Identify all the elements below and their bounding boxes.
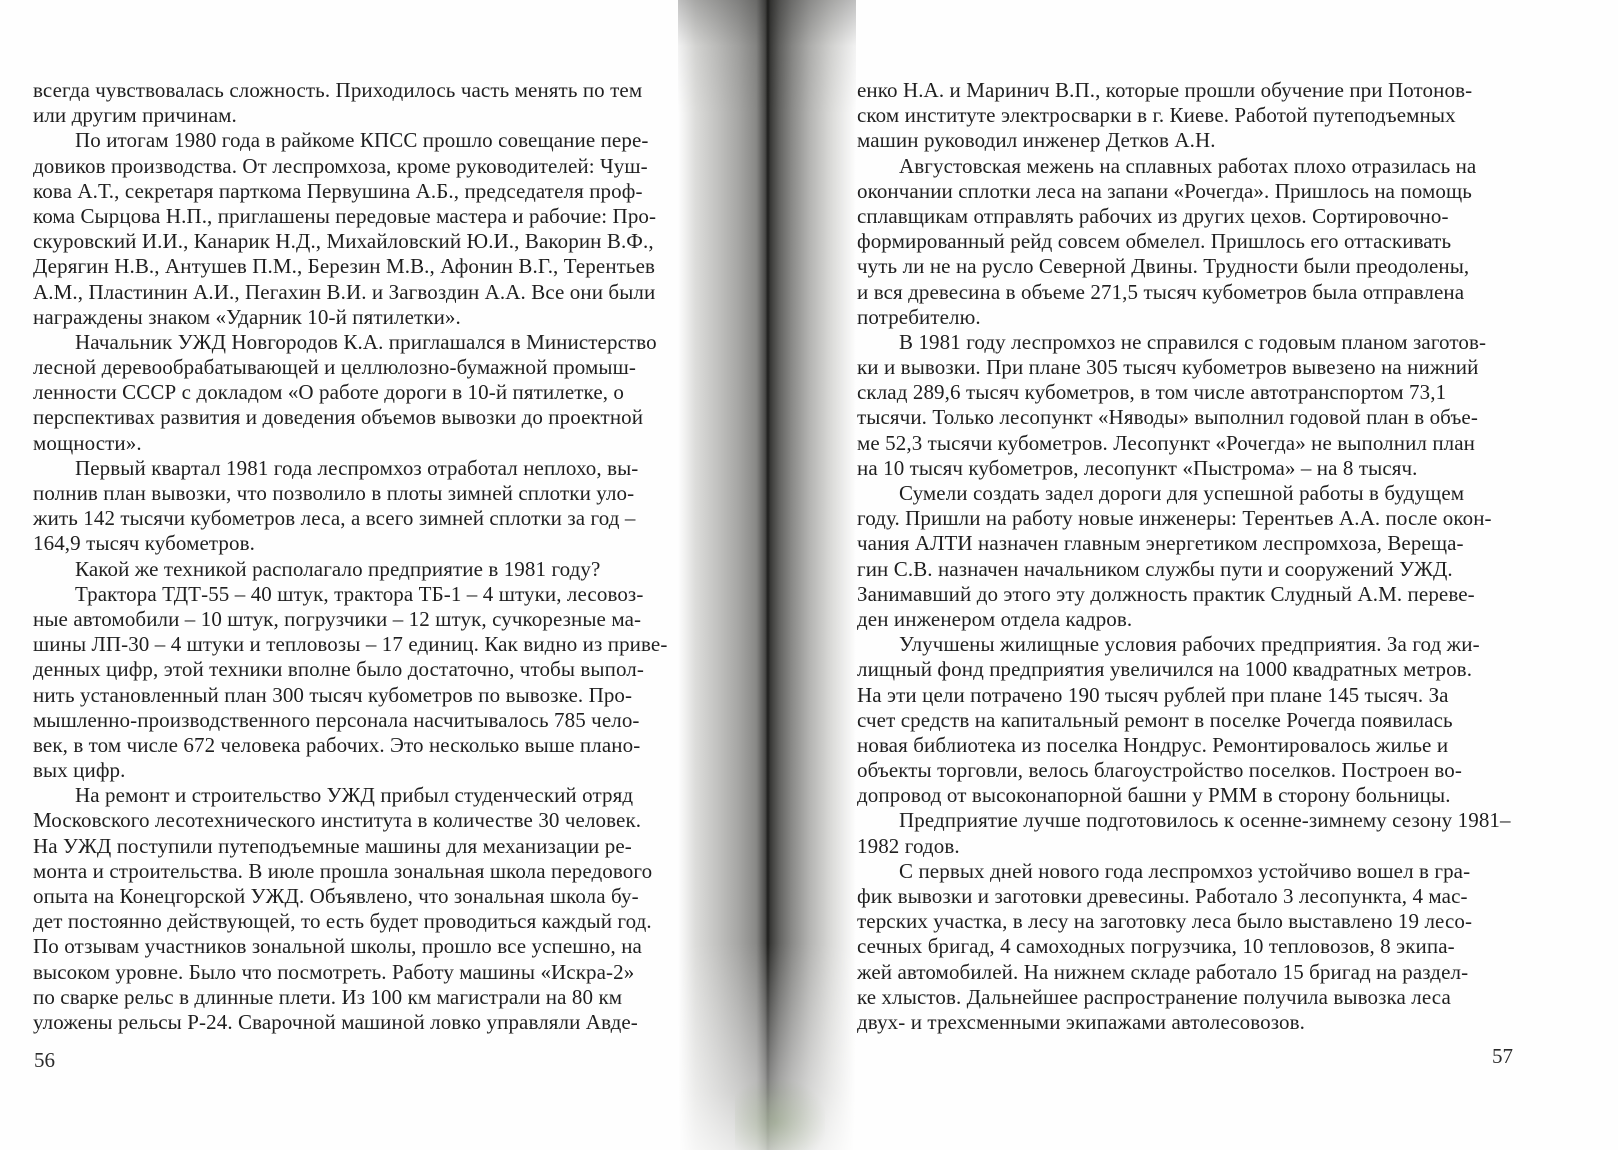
text-line: век, в том числе 672 человека рабочих. Это несколько выше плано- (33, 732, 641, 757)
text-line: Какой же техникой располагало предприятие в 1981 году? (75, 556, 601, 581)
text-line: тысячи. Только лесопункт «Няводы» выполнил годовой план в объе- (857, 405, 1478, 430)
text-line: объекты торговли, велось благоустройство поселков. Построен во- (857, 758, 1462, 783)
paragraph (33, 557, 680, 582)
text-line: вых цифр. (33, 758, 126, 783)
text-line: скуровский И.И., Канарик Н.Д., Михайловский Ю.И., Вакорин В.Ф., (33, 229, 654, 254)
text-line: потребителю. (857, 304, 981, 329)
text-line: Трактора ТДТ-55 – 40 штук, трактора ТБ-1 – 4 штуки, лесовоз- (75, 581, 644, 606)
text-line: 1982 годов. (857, 833, 960, 858)
text-line: По итогам 1980 года в райкоме КПСС прошло совещание пере- (75, 128, 649, 153)
text-line: фик вывозки и заготовки древесины. Работало 3 лесопункта, 4 мас- (857, 884, 1468, 908)
text-line: шины ЛП-30 – 4 штуки и тепловозы – 17 единиц. Как видно из приве- (33, 632, 668, 657)
paragraph (857, 154, 1512, 330)
text-line: полнив план вывозки, что позволило в плоты зимней сплотки уло- (33, 481, 635, 505)
text-line: Улучшены жилищные условия рабочих предприятия. За год жи- (899, 632, 1480, 657)
page-number-right: 57 (1492, 1044, 1513, 1068)
text-line: уложены рельсы Р-24. Сварочной машиной ловко управляли Авде- (33, 1009, 638, 1034)
text-line: кова А.Т., секретаря парткома Первушина А.Б., председателя проф- (33, 178, 643, 203)
text-line: чания АЛТИ назначен главным энергетиком леспромхоза, Вереща- (857, 531, 1464, 556)
text-line: лесной деревообрабатывающей и целлюлозно-бумажной промыш- (33, 355, 636, 380)
text-line: енко Н.А. и Маринич В.П., которые прошли обучение при Потонов- (857, 78, 1473, 102)
text-line: формированный рейд совсем обмелел. Пришлось его оттаскивать (857, 229, 1452, 254)
text-line: году. Пришли на работу новые инженеры: Терентьев А.А. после окон- (857, 506, 1492, 531)
text-line: сплавщикам отправлять рабочих из других цехов. Сортировочно- (857, 203, 1449, 228)
text-line: На эти цели потрачено 190 тысяч рублей при плане 145 тысяч. За (857, 682, 1449, 707)
page-right-text-block (857, 78, 1512, 1035)
text-line: На УЖД поступили путеподъемные машины для механизации ре- (33, 833, 632, 858)
paragraph (33, 128, 680, 330)
text-line: Сумели создать задел дороги для успешной работы в будущем (899, 481, 1465, 505)
text-line: 164,9 тысяч кубометров. (33, 531, 255, 556)
text-line: С первых дней нового года леспромхоз устойчиво вошел в гра- (899, 858, 1471, 883)
text-line: мощности». (33, 430, 142, 455)
paragraph (857, 330, 1512, 481)
page-left-text-block (33, 78, 680, 1035)
text-line: В 1981 году леспромхоз не справился с годовым планом заготов- (899, 329, 1487, 354)
text-line: монта и строительства. В июле прошла зональная школа передового (33, 858, 653, 883)
text-line: Августовская межень на сплавных работах плохо отразилась на (899, 153, 1477, 178)
paragraph (33, 456, 680, 557)
text-line: новая библиотека из поселка Нондрус. Ремонтировалось жилье и (857, 732, 1449, 757)
text-line: допровод от высоконапорной башни у РММ в сторону больницы. (857, 783, 1451, 808)
text-line: ные автомобили – 10 штук, погрузчики – 12 штук, сучкорезные ма- (33, 606, 642, 631)
text-line: гин С.В. назначен начальником службы пути и сооружений УЖД. (857, 556, 1453, 581)
paragraph (33, 783, 680, 1035)
page-number-left: 56 (34, 1048, 55, 1072)
text-line: Дерягин Н.В., Антушев П.М., Березин М.В., Афонин В.Г., Терентьев (33, 254, 656, 279)
text-line: по сварке рельс в длинные плети. Из 100 км магистрали на 80 км (33, 984, 623, 1009)
text-line: лищный фонд предприятия увеличился на 1000 квадратных метров. (857, 657, 1473, 682)
text-line: машин руководил инженер Детков А.Н. (857, 128, 1216, 153)
text-line: всегда чувствовалась сложность. Приходилось часть менять по тем (33, 78, 643, 102)
text-line: Московского лесотехнического института в количестве 30 человек. (33, 808, 642, 833)
text-line: довиков производства. От леспромхоза, кроме руководителей: Чуш- (33, 153, 648, 178)
text-line: высоком уровне. Было что посмотреть. Работу машины «Искра-2» (33, 959, 635, 984)
paragraph (857, 808, 1512, 858)
paragraph (33, 330, 680, 456)
text-line: нить установленный план 300 тысяч кубометров по вывозке. Про- (33, 682, 633, 707)
paragraph (857, 859, 1512, 1035)
paragraph (33, 582, 680, 784)
text-line: ме 52,3 тысячи кубометров. Лесопункт «Рочегда» не выполнил план (857, 430, 1476, 455)
paragraph (857, 78, 1512, 154)
text-line: ки и вывозки. При плане 305 тысяч кубометров вывезено на нижний (857, 355, 1479, 380)
text-line: счет средств на капитальный ремонт в поселке Рочегда появилась (857, 707, 1453, 732)
text-line: жей автомобилей. На нижнем складе работало 15 бригад на раздел- (857, 959, 1469, 984)
text-line: Предприятие лучше подготовилось к осенне-зимнему сезону 1981– (899, 808, 1511, 833)
text-line: терских участка, в лесу на заготовку леса было выставлено 19 лесо- (857, 909, 1473, 934)
text-line: ден инженером отдела кадров. (857, 606, 1133, 631)
text-line: или другим причинам. (33, 103, 237, 128)
text-line: ском институте электросварки в г. Киеве. Работой путеподъемных (857, 103, 1456, 128)
text-line: на 10 тысяч кубометров, лесопункт «Пыстрома» – на 8 тысяч. (857, 455, 1418, 480)
text-line: чуть ли не на русло Северной Двины. Трудности были преодолены, (857, 254, 1470, 279)
text-line: ленности СССР с докладом «О работе дороги в 10-й пятилетке, о (33, 380, 625, 405)
gutter-bottom-tint (735, 1080, 825, 1150)
text-line: Занимавший до этого эту должность практик Слудный А.М. переве- (857, 581, 1475, 606)
text-line: На ремонт и строительство УЖД прибыл студенческий отряд (75, 783, 634, 808)
text-line: кома Сырцова Н.П., приглашены передовые мастера и рабочие: Про- (33, 203, 657, 228)
text-line: окончании сплотки леса на запани «Рочегда». Пришлось на помощь (857, 178, 1472, 203)
text-line: перспективах развития и доведения объемов вывозки до проектной (33, 405, 644, 430)
gutter-shading (678, 0, 856, 1150)
text-line: и вся древесина в объеме 271,5 тысяч кубометров была отправлена (857, 279, 1465, 304)
text-line: денных цифр, этой техники вполне было достаточно, чтобы выпол- (33, 657, 644, 682)
text-line: дет постоянно действующей, то есть будет проводиться каждый год. (33, 909, 652, 934)
text-line: Первый квартал 1981 года леспромхоз отработал неплохо, вы- (75, 455, 639, 480)
text-line: жить 142 тысячи кубометров леса, а всего зимней сплотки за год – (33, 506, 636, 531)
text-line: Начальник УЖД Новгородов К.А. приглашался в Министерство (75, 329, 657, 354)
text-line: склад 289,6 тысяч кубометров, в том числе автотранспортом 73,1 (857, 380, 1447, 405)
text-line: сечных бригад, 4 самоходных погрузчика, 10 тепловозов, 8 экипа- (857, 934, 1455, 959)
text-line: ке хлыстов. Дальнейшее распространение получила вывозка леса (857, 984, 1451, 1009)
text-line: награждены знаком «Ударник 10-й пятилетки». (33, 304, 461, 329)
paragraph (33, 78, 680, 128)
paragraph (857, 632, 1512, 808)
text-line: По отзывам участников зональной школы, прошло все успешно, на (33, 934, 642, 959)
paragraph (857, 481, 1512, 632)
text-line: двух- и трехсменными экипажами автолесовозов. (857, 1009, 1305, 1034)
text-line: опыта на Конецгорской УЖД. Объявлено, что зональная школа бу- (33, 884, 639, 908)
text-line: А.М., Пластинин А.И., Пегахин В.И. и Загвоздин А.А. Все они были (33, 279, 656, 304)
text-line: мышленно-производственного персонала насчитывалось 785 чело- (33, 707, 640, 732)
